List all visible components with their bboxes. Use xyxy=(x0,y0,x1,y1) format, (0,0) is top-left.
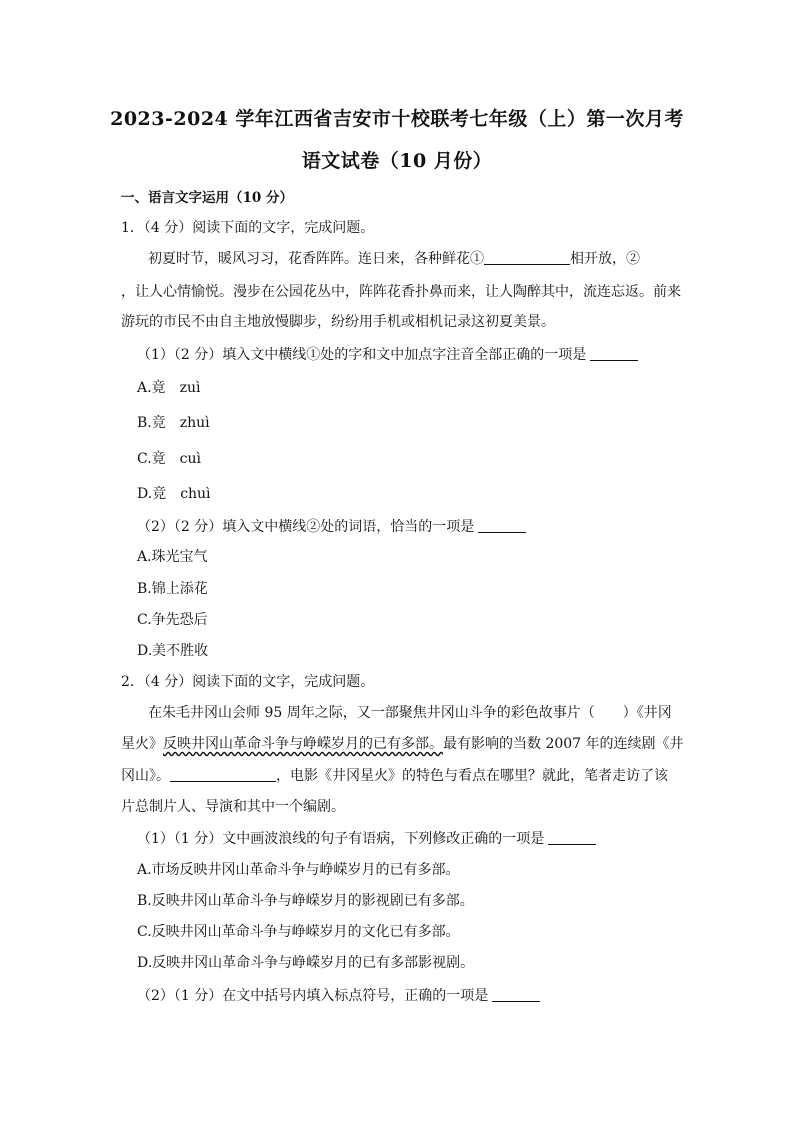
option-label: C.竟 xyxy=(137,451,166,467)
q2-passage-line1: 在朱毛井冈山会师 95 周年之际，又一部聚焦井冈山斗争的彩色故事片（ ）《井冈 xyxy=(148,705,672,721)
q2-passage-text-b: 最有影响的当数 2007 年的连续剧《井 xyxy=(443,736,684,752)
q2-sub2-text: （2）（1 分）在文中括号内填入标点符号，正确的一项是 xyxy=(137,988,489,1004)
q2-passage-text-c: 冈山》。 xyxy=(121,768,170,784)
q2-passage-line4: 片总制片人、导演和其中一个编剧。 xyxy=(121,799,345,815)
option-b: B.锦上添花 xyxy=(137,581,208,597)
q1-sub2-prompt xyxy=(137,516,526,536)
answer-blank xyxy=(478,518,526,533)
blank-fill xyxy=(170,767,276,782)
answer-blank xyxy=(590,346,638,361)
q1-sub1-text: （1）（2 分）填入文中横线①处的字和文中加点字注音全部正确的一项是 xyxy=(137,347,587,363)
option-pinyin: zuì xyxy=(179,380,201,396)
wavy-underlined-sentence: 反映井冈山革命斗争与峥嵘岁月的已有多部。 xyxy=(163,736,443,752)
exam-title-line1: 2023-2024 学年江西省吉安市十校联考七年级（上）第一次月考 xyxy=(110,108,684,130)
option-c: C.反映井冈山革命斗争与峥嵘岁月的文化已有多部。 xyxy=(137,924,460,940)
q1-passage-line3: 游玩的市民不由自主地放慢脚步，纷纷用手机或相机记录这初夏美景。 xyxy=(121,314,555,330)
option-b: B.反映井冈山革命斗争与峥嵘岁月的影视剧已有多部。 xyxy=(137,893,474,909)
option-d: D.美不胜收 xyxy=(137,643,209,659)
option-pinyin: cuì xyxy=(179,451,202,467)
q1-passage-text-a: 初夏时节，暖风习习，花香阵阵。连日来，各种鲜花① xyxy=(148,251,484,267)
section-heading: 一、语言文字运用（10 分） xyxy=(121,190,293,206)
option-d: D.反映井冈山革命斗争与峥嵘岁月的已有多部影视剧。 xyxy=(137,955,475,971)
option-a: A.市场反映井冈山革命斗争与峥嵘岁月的已有多部。 xyxy=(137,862,460,878)
answer-blank xyxy=(492,987,540,1002)
q2-sub1-prompt xyxy=(137,828,596,848)
option-pinyin: chuì xyxy=(180,486,211,502)
option-label: A.竟 xyxy=(137,380,166,396)
q1-passage-text-b: 相开放，② xyxy=(570,251,640,267)
option-label: D.竞 xyxy=(137,486,167,502)
option-c xyxy=(137,448,201,468)
option-d xyxy=(137,483,211,503)
q2-heading: 2．（4 分）阅读下面的文字，完成问题。 xyxy=(121,674,375,690)
q1-passage-line2: ，让人心情愉悦。漫步在公园花丛中，阵阵花香扑鼻而来，让人陶醉其中，流连忘返。前来 xyxy=(121,284,681,300)
option-pinyin: zhuì xyxy=(179,415,210,431)
q2-passage-text-d: ，电影《井冈星火》的特色与看点在哪里？就此，笔者走访了该 xyxy=(276,768,668,784)
q2-passage-line2 xyxy=(121,733,684,753)
q2-passage-text-a: 星火》 xyxy=(121,736,163,752)
option-b xyxy=(137,412,210,432)
q2-sub2-prompt xyxy=(137,985,540,1005)
answer-blank xyxy=(548,830,596,845)
option-a: A.珠光宝气 xyxy=(137,549,208,565)
q1-sub1-prompt xyxy=(137,344,638,364)
exam-title-line2: 语文试卷（10 月份） xyxy=(301,150,493,172)
blank-1 xyxy=(484,250,570,265)
option-a xyxy=(137,377,200,397)
q1-passage-line1 xyxy=(148,248,640,268)
option-label: B.竞 xyxy=(137,415,166,431)
q2-passage-line3 xyxy=(121,765,668,785)
q2-sub1-text: （1）（1 分）文中画波浪线的句子有语病，下列修改正确的一项是 xyxy=(137,831,545,847)
q1-sub2-text: （2）（2 分）填入文中横线②处的词语，恰当的一项是 xyxy=(137,519,475,535)
option-c: C.争先恐后 xyxy=(137,612,208,628)
q1-heading: 1．（4 分）阅读下面的文字，完成问题。 xyxy=(121,220,375,236)
